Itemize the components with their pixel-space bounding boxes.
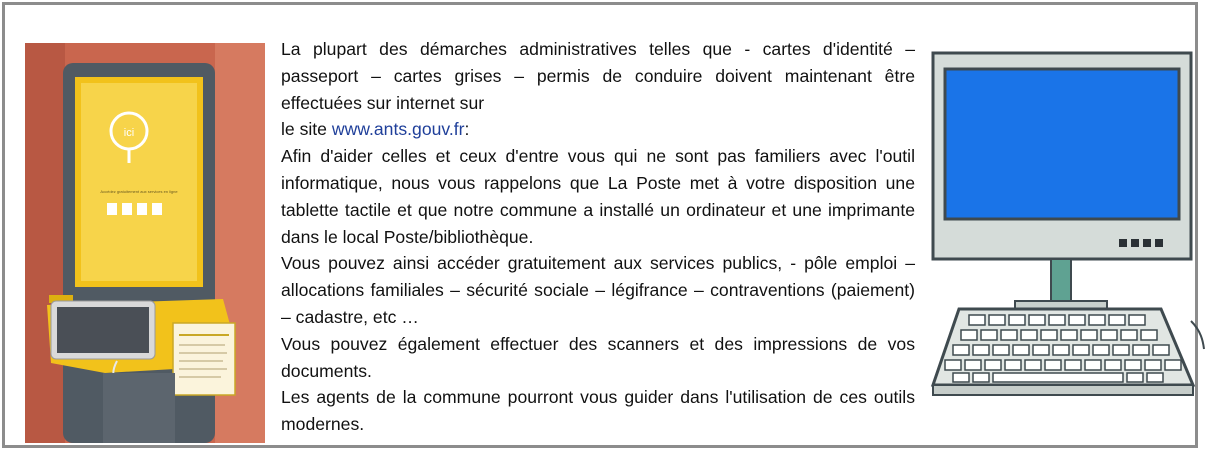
paragraph-website-colon: : bbox=[464, 119, 470, 140]
kiosk-photo bbox=[25, 43, 265, 443]
paragraph-services bbox=[281, 250, 915, 330]
computer-icon bbox=[925, 49, 1205, 449]
bordered-panel bbox=[2, 2, 1198, 448]
computer-illustration bbox=[925, 49, 1205, 449]
kiosk-sign-text: ici bbox=[123, 127, 135, 139]
paragraph-services-text: Vous pouvez ainsi accéder gratuitement aux services publics, - pôle emploi – allocations familiales – sécurité sociale – légifrance – contraventions (paiement) – cadastre, etc … bbox=[281, 253, 915, 327]
paragraph-website bbox=[281, 116, 915, 143]
paragraph-scanners bbox=[281, 331, 915, 385]
paragraph-help bbox=[281, 143, 915, 250]
paragraph-agents-text: Les agents de la commune pourront vous guider dans l'utilisation de ces outils modernes. bbox=[281, 387, 915, 435]
ants-website-link[interactable]: www.ants.gouv.fr bbox=[331, 119, 465, 140]
paragraph-intro-text: La plupart des démarches administratives telles que - cartes d'identité – passeport – cartes grises – permis de conduire doivent maintenant être effectuées sur internet sur bbox=[281, 39, 915, 113]
paragraph-website-text: le site bbox=[281, 119, 332, 140]
kiosk-photo-drawing bbox=[25, 43, 265, 443]
paragraph-help-text: Afin d'aider celles et ceux d'entre vous qui ne sont pas familiers avec l'outil informatique, nous vous rappelons que La Poste met à votre disposition une tablette tactile et que notre commune a installé un ordinateur et une imprimante dans le local Poste/bibliothèque. bbox=[281, 146, 915, 247]
paragraph-intro bbox=[281, 36, 915, 116]
article-text bbox=[281, 36, 915, 438]
paragraph-scanners-text: Vous pouvez également effectuer des scanners et des impressions de vos documents. bbox=[281, 333, 915, 381]
paragraph-agents bbox=[281, 384, 915, 438]
kiosk-caption-text: Accédez gratuitement aux services en ligne bbox=[100, 189, 178, 194]
